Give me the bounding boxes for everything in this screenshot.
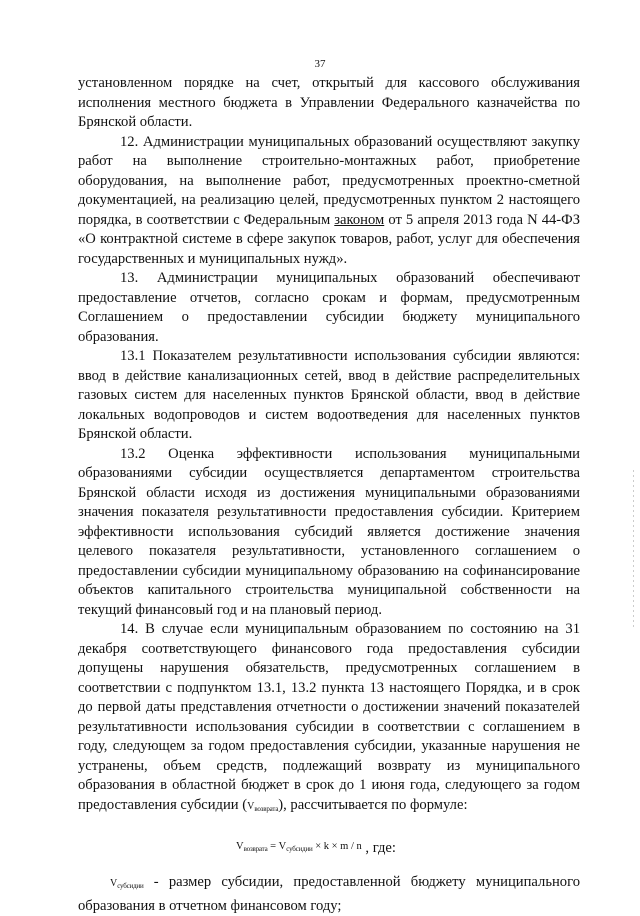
formula-v-subsidy: V xyxy=(278,841,287,852)
paragraph-13-1: 13.1 Показателем результативности использования субсидии являются: ввод в действие канализационных сетей, ввод в действие распределительных газовых систем для населенных пунктов Брянской области, ввод в действие локальных водопроводов и систем водоотведения для населенных пунктов Брянской области. xyxy=(78,348,580,442)
formula-rest: × k × m / n xyxy=(312,841,362,852)
formula-equals: = xyxy=(267,841,279,852)
formula-v-return: V xyxy=(236,841,244,852)
definition-symbol: V xyxy=(110,878,118,889)
paragraph-12 xyxy=(78,133,580,270)
definition-v-subsidy xyxy=(78,873,580,916)
paragraph-14-text-b: ), рассчитывается по формуле: xyxy=(278,796,468,813)
paragraph-14 xyxy=(78,620,580,819)
definition-symbol-sub: субсидии xyxy=(117,882,144,890)
formula xyxy=(78,837,580,859)
page-number: 37 xyxy=(314,58,326,70)
paragraph-14-text-a: 14. В случае если муниципальным образованием по состоянию на 31 декабря соответствующего финансового года предоставления субсидии допущены нарушения обязательств, предусмотренных соглашением в соответствии с подпунктом 13.1, 13.2 пункта 13 настоящего Порядка, и в срок до первой даты представления отчетности о достижении значений показателей результативности использования субсидии в соответствии с соглашением в году, следующем за годом предоставления субсидии, указанные нарушения не устранены, объем средств, подлежащий возврату из муниципального образования в областной бюджет в срок до 1 июня года, следующего за годом предоставления субсидии ( xyxy=(78,621,580,813)
paragraph-continuation: установленном порядке на счет, открытый для кассового обслуживания исполнения местного бюджета в Управлении Федерального казначейства по Брянской области. xyxy=(78,75,580,130)
paragraph-13: 13. Администрации муниципальных образований обеспечивают предоставление отчетов, согласно срокам и формам, предусмотренным Соглашением о предоставлении субсидии бюджету муниципального образования. xyxy=(78,270,580,345)
paragraph-13-2: 13.2 Оценка эффективности использования муниципальными образованиями субсидии осуществляется департаментом строительства Брянской области исходя из достижения муниципальными образованиями значения показателя результативности предоставления субсидии. Критерием эффективности использования субсидий является достижение значения целевого показателя результативности, установленного соглашением о предоставлении субсидии муниципальному образованию на софинансирование объектов капитального строительства муниципальной собственности на текущий финансовый год и на плановый период. xyxy=(78,445,580,618)
definition-text: - размер субсидии, предоставленной бюджету муниципального образования в отчетном финансовом году; xyxy=(78,874,580,914)
paragraph-12-text-b: от 5 апреля 2013 года N 44-ФЗ «О контрактной системе в сфере закупок товаров, работ, услуг для обеспечения государственных и муниципальных нужд». xyxy=(78,211,581,267)
v-return-subscript: возврата xyxy=(254,804,279,813)
formula-v-return-sub: возврата xyxy=(243,845,268,853)
v-return-symbol: V xyxy=(247,800,255,812)
formula-where: , где: xyxy=(361,840,396,856)
scan-edge-mark xyxy=(633,470,634,630)
paragraph-12-text-a: 12. Администрации муниципальных образований осуществляют закупку работ на выполнение строительно-монтажных работ, приобретение оборудования, на выполнение работ, предусмотренных проектно-сметной документацией, на реализацию целей, предусмотренных пунктом 2 настоящего порядка, в соответствии с Федеральным xyxy=(78,133,580,228)
document-body xyxy=(78,74,580,916)
law-link[interactable]: законом xyxy=(334,211,385,228)
formula-v-subsidy-sub: субсидии xyxy=(286,845,313,853)
